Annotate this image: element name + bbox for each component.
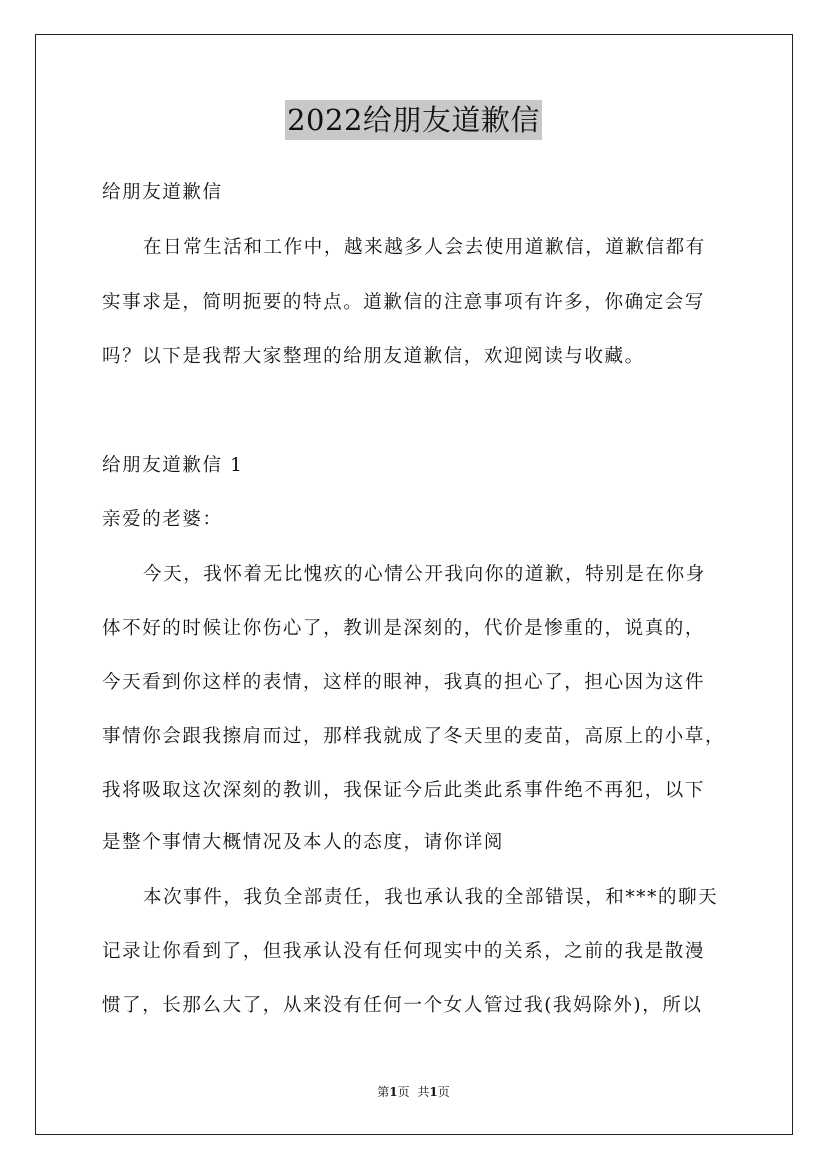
paragraph-line: 记录让你看到了，但我承认没有任何现实中的关系，之前的我是散漫: [102, 941, 706, 962]
page-number: 1: [389, 1085, 398, 1099]
intro-line: 实事求是，简明扼要的特点。道歉信的注意事项有许多，你确定会写: [102, 292, 706, 313]
paragraph-line: 我将吸取这次深刻的教训，我保证今后此类此系事件绝不再犯，以下: [102, 780, 706, 801]
paragraph-line: 是整个事情大概情况及本人的态度，请你详阅: [102, 832, 505, 853]
paragraph-line: 本次事件，我负全部责任，我也承认我的全部错误，和***的聊天: [143, 887, 719, 908]
intro-line: 在日常生活和工作中，越来越多人会去使用道歉信，道歉信都有: [143, 237, 706, 258]
paragraph-line: 今天看到你这样的表情，这样的眼神，我真的担心了，担心因为这件: [102, 672, 706, 693]
total-prefix: 共: [417, 1085, 430, 1099]
paragraph-line: 今天，我怀着无比愧疚的心情公开我向你的道歉，特别是在你身: [143, 564, 706, 585]
page-prefix: 第: [377, 1085, 390, 1099]
total-suffix: 页: [437, 1085, 450, 1099]
paragraph-line: 体不好的时候让你伤心了，教训是深刻的，代价是惨重的，说真的，: [102, 618, 706, 639]
section-heading: 给朋友道歉信 1: [102, 455, 244, 476]
subtitle: 给朋友道歉信: [102, 182, 223, 203]
page-suffix: 页: [397, 1085, 410, 1099]
paragraph-line: 事情你会跟我擦肩而过，那样我就成了冬天里的麦苗，高原上的小草，: [102, 726, 726, 747]
paragraph-line: 惯了，长那么大了，从来没有任何一个女人管过我(我妈除外)，所以: [102, 995, 703, 1016]
total-pages: 1: [429, 1085, 438, 1099]
salutation: 亲爱的老婆：: [102, 509, 223, 530]
page-footer: [0, 1084, 827, 1100]
title-container: [0, 100, 827, 140]
document-title: 2022给朋友道歉信: [285, 100, 542, 140]
intro-line: 吗？以下是我帮大家整理的给朋友道歉信，欢迎阅读与收藏。: [102, 346, 645, 367]
